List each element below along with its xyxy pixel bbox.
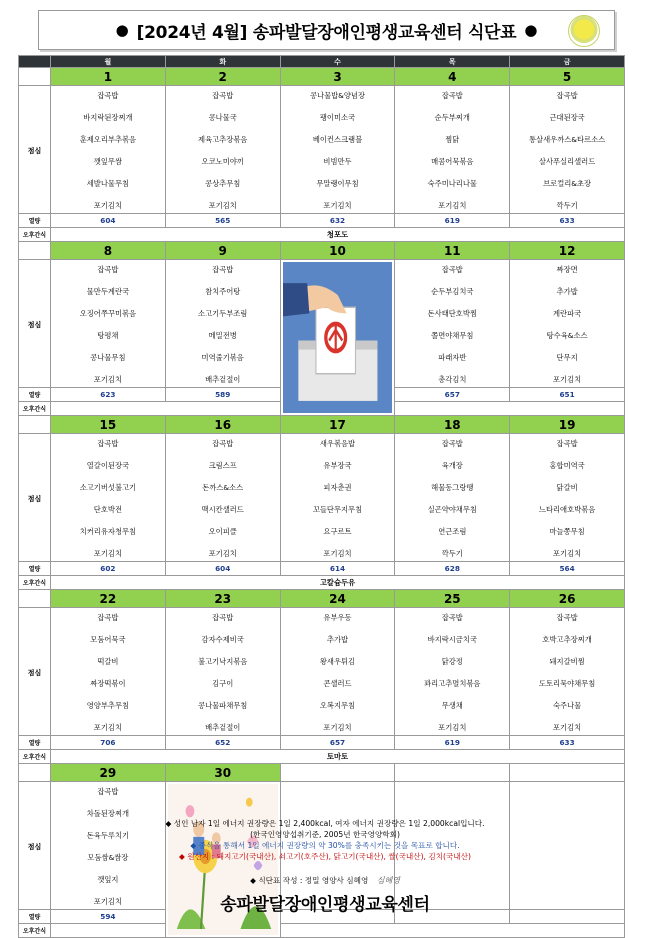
menu-item: 계란파국	[552, 308, 582, 318]
menu-item: 포기김치	[93, 548, 122, 558]
menu-item: 새우볶음밥	[319, 438, 356, 448]
calorie-row	[19, 214, 625, 228]
date-cell: 22	[51, 590, 166, 608]
menu-item: 배추겉절이	[205, 374, 241, 384]
lunch-row	[19, 86, 625, 214]
snack-empty-right	[395, 402, 625, 416]
menu-item: 포기김치	[93, 896, 122, 906]
menu-item: 느타리애호박볶음	[538, 504, 596, 514]
lunch-row	[19, 260, 625, 388]
lunch-menu-cell	[280, 608, 395, 736]
menu-item-list	[395, 613, 509, 733]
snack-empty-left	[51, 402, 281, 416]
note-energy: ◆ 성인 남자 1일 에너지 권장량은 1일 2,400kcal, 여자 에너지 권장량은 1일 2,000kcal입니다.	[165, 819, 485, 828]
calorie-value: 632	[280, 214, 395, 228]
menu-item: 포기김치	[323, 548, 352, 558]
calorie-row	[19, 736, 625, 750]
menu-item: 순두부김치국	[431, 286, 474, 296]
menu-item-list	[166, 91, 280, 211]
menu-item: 숙주나물	[552, 700, 582, 710]
snack-label: 오후간식	[19, 576, 51, 590]
title-box	[38, 10, 615, 50]
menu-item: 오코노미야끼	[201, 156, 244, 166]
lunch-label: 점심	[19, 86, 51, 214]
menu-item: 순두부찌개	[434, 112, 470, 122]
calorie-value: 594	[51, 910, 166, 924]
menu-item: 세발나물무침	[86, 178, 130, 188]
menu-item-list	[281, 91, 395, 211]
lunch-menu-cell	[395, 608, 510, 736]
menu-item: 포기김치	[208, 200, 237, 210]
menu-item: 떡갈비	[97, 656, 119, 666]
weekday-wed: 수	[280, 56, 395, 68]
menu-item: 메밀전병	[208, 330, 237, 340]
lunch-menu-cell	[165, 608, 280, 736]
menu-item: 짜장떡볶이	[90, 678, 126, 688]
calorie-value: 604	[165, 562, 280, 576]
snack-label: 오후간식	[19, 924, 51, 938]
menu-item: 짜장면	[556, 264, 578, 274]
snack-label: 오후간식	[19, 750, 51, 764]
menu-item: 잡곡밥	[556, 90, 578, 100]
menu-item: 훈제오리부추볶음	[79, 134, 137, 144]
date-cell: 10	[280, 242, 395, 260]
menu-item: 연근조림	[438, 526, 467, 536]
calorie-label: 열량	[19, 910, 51, 924]
calorie-value: 602	[51, 562, 166, 576]
date-cell: 16	[165, 416, 280, 434]
date-row	[19, 68, 625, 86]
date-cell: 18	[395, 416, 510, 434]
menu-item-list	[51, 613, 165, 733]
menu-item: 영양부추무침	[86, 700, 130, 710]
menu-item: 매콤어묵볶음	[431, 156, 474, 166]
menu-item: 탕수육&소스	[546, 330, 588, 340]
menu-item: 깻잎지	[97, 874, 119, 884]
menu-item: 참치주어탕	[205, 286, 241, 296]
lunch-menu-cell	[395, 434, 510, 562]
title-bullet-right: ●	[524, 21, 538, 39]
date-row-label	[19, 764, 51, 782]
menu-item: 찜닭	[445, 134, 460, 144]
menu-item: 잡곡밥	[97, 438, 119, 448]
calorie-value: 706	[51, 736, 166, 750]
menu-item: 포기김치	[552, 548, 582, 558]
lunch-menu-cell	[510, 260, 625, 388]
menu-item-list	[166, 439, 280, 559]
menu-item: 깻잎무쌈	[93, 156, 122, 166]
snack-row	[19, 228, 625, 242]
header-corner	[19, 56, 51, 68]
snack-row	[19, 924, 625, 938]
calorie-value: 657	[395, 388, 510, 402]
date-cell	[395, 764, 510, 782]
center-logo-icon	[568, 15, 600, 47]
lunch-label: 점심	[19, 782, 51, 910]
date-cell: 1	[51, 68, 166, 86]
menu-item: 탕평채	[97, 330, 119, 340]
date-cell	[280, 764, 395, 782]
menu-item: 감자수제비국	[201, 634, 244, 644]
weekday-header-row	[19, 56, 625, 68]
lunch-menu-cell	[280, 434, 395, 562]
menu-item: 오이피클	[208, 526, 237, 536]
menu-item: 모둠쌈&쌈장	[87, 852, 129, 862]
snack-value: 고칼슘두유	[51, 576, 625, 590]
menu-item: 잡곡밥	[441, 438, 463, 448]
menu-item: 깍두기	[441, 548, 463, 558]
date-cell: 26	[510, 590, 625, 608]
title-bullet-left: ●	[115, 21, 129, 39]
menu-item: 무말랭이무침	[316, 178, 359, 188]
calorie-value: 589	[165, 388, 280, 402]
menu-item: 포기김치	[93, 722, 122, 732]
weekday-fri: 금	[510, 56, 625, 68]
date-cell: 23	[165, 590, 280, 608]
menu-item: 돼지갈비찜	[549, 656, 585, 666]
menu-item-list	[395, 91, 509, 211]
lunch-menu-cell	[510, 86, 625, 214]
menu-item: 맥시칸샐러드	[201, 504, 244, 514]
menu-item: 물만두계란국	[86, 286, 130, 296]
snack-label: 오후간식	[19, 402, 51, 416]
weekday-tue: 화	[165, 56, 280, 68]
date-cell: 15	[51, 416, 166, 434]
menu-item: 모둠어묵국	[90, 634, 126, 644]
lunch-row	[19, 608, 625, 736]
menu-item: 홍합미역국	[549, 460, 585, 470]
calorie-label: 열량	[19, 562, 51, 576]
menu-item: 콩나물밥&양념장	[309, 90, 365, 100]
date-row-label	[19, 242, 51, 260]
menu-item: 잡곡밥	[441, 90, 463, 100]
weekday-mon: 월	[51, 56, 166, 68]
date-cell	[510, 764, 625, 782]
menu-item: 잡곡밥	[441, 612, 463, 622]
menu-item: 팽이미소국	[319, 112, 356, 122]
date-cell: 9	[165, 242, 280, 260]
notes	[0, 818, 650, 862]
signature-icon: 심혜영	[376, 876, 400, 885]
menu-item: 꽈리고추멸치볶음	[424, 678, 481, 688]
date-cell: 5	[510, 68, 625, 86]
menu-item-list	[281, 439, 395, 559]
menu-item: 오복지무침	[319, 700, 356, 710]
vote-ballot-icon	[283, 262, 393, 413]
menu-item-list	[166, 265, 280, 385]
menu-item: 포기김치	[438, 722, 467, 732]
menu-item: 추가밥	[326, 634, 349, 644]
menu-item: 유부우동	[323, 612, 352, 622]
date-row	[19, 242, 625, 260]
menu-item-list	[281, 613, 395, 733]
menu-item: 잡곡밥	[556, 612, 578, 622]
menu-item: 배추겉절이	[205, 722, 241, 732]
date-cell: 11	[395, 242, 510, 260]
calorie-value: 564	[510, 562, 625, 576]
menu-item: 쫄면야채무침	[431, 330, 474, 340]
menu-item: 베이컨스크램블	[312, 134, 363, 144]
weekday-thu: 목	[395, 56, 510, 68]
date-row	[19, 764, 625, 782]
menu-item: 열갈이된장국	[86, 460, 130, 470]
menu-item: 차돌된장찌개	[86, 808, 130, 818]
author-text: ◆ 식단표 작성 : 정밀 영양사 심혜영	[250, 876, 369, 885]
date-cell: 12	[510, 242, 625, 260]
footer-center-name: 송파발달장애인평생교육센터	[220, 895, 430, 915]
menu-item: 포기김치	[323, 722, 352, 732]
calorie-value: 604	[51, 214, 166, 228]
calorie-label: 열량	[19, 214, 51, 228]
note-source: (한국인영양섭취기준, 2005년 한국영양학회)	[250, 830, 400, 839]
lunch-menu-cell	[395, 260, 510, 388]
menu-item: 잡곡밥	[97, 90, 119, 100]
lunch-row	[19, 434, 625, 562]
menu-item: 잡곡밥	[97, 612, 119, 622]
menu-item-list	[510, 613, 624, 733]
menu-item: 유부장국	[323, 460, 352, 470]
menu-item: 미역줄기볶음	[201, 352, 244, 362]
menu-item: 추가밥	[556, 286, 578, 296]
date-cell: 2	[165, 68, 280, 86]
menu-item: 해물동그랑땡	[431, 482, 474, 492]
menu-item: 제육고추장볶음	[198, 134, 248, 144]
menu-item: 잡곡밥	[97, 264, 119, 274]
calorie-label: 열량	[19, 388, 51, 402]
menu-item: 치커리유자청무침	[79, 526, 137, 536]
menu-item: 브로컬리&초장	[543, 178, 592, 188]
menu-item: 잡곡밥	[212, 438, 234, 448]
lunch-menu-cell	[165, 86, 280, 214]
menu-item-list	[51, 91, 165, 211]
menu-item: 돈육두루치기	[86, 830, 130, 840]
menu-item-list	[395, 265, 509, 385]
menu-item: 살사푸실리샐러드	[538, 156, 596, 166]
menu-item: 근대된장국	[549, 112, 585, 122]
date-cell: 17	[280, 416, 395, 434]
menu-item: 돈까스&소스	[202, 482, 244, 492]
date-row-label	[19, 590, 51, 608]
menu-item: 파래자반	[438, 352, 467, 362]
snack-label: 오후간식	[19, 228, 51, 242]
meal-table	[18, 55, 625, 938]
snack-row	[19, 576, 625, 590]
menu-item: 콩나물무침	[90, 352, 126, 362]
lunch-menu-cell	[51, 86, 166, 214]
calorie-value: 614	[280, 562, 395, 576]
lunch-menu-cell	[510, 434, 625, 562]
calorie-value: 565	[165, 214, 280, 228]
menu-item: 무생채	[441, 700, 463, 710]
menu-item: 크림스프	[208, 460, 237, 470]
menu-item: 포기김치	[552, 374, 582, 384]
menu-item: 깍두기	[556, 200, 578, 210]
snack-value: 청포도	[51, 228, 625, 242]
lunch-label: 점심	[19, 434, 51, 562]
date-row-label	[19, 416, 51, 434]
menu-item: 콩상추무침	[205, 178, 241, 188]
author-line	[0, 875, 650, 886]
menu-item: 비빔만두	[323, 156, 352, 166]
menu-item: 바지락시금치국	[427, 634, 477, 644]
menu-item: 바지락된장찌개	[83, 112, 133, 122]
menu-item: 통살새우까스&타르소스	[529, 134, 606, 144]
note-origin: ◆ 원산지 : 돼지고기(국내산), 쇠고기(호주산), 닭고기(국내산), 쌀(국내산), 김치(국내산)	[179, 852, 471, 861]
menu-item: 오징어쭈꾸미볶음	[79, 308, 137, 318]
date-row	[19, 416, 625, 434]
date-row	[19, 590, 625, 608]
date-cell: 24	[280, 590, 395, 608]
election-day-cell	[280, 260, 395, 416]
menu-item: 콘샐러드	[323, 678, 352, 688]
menu-item-list	[51, 439, 165, 559]
menu-item: 마늘쫑무침	[549, 526, 585, 536]
lunch-menu-cell	[51, 608, 166, 736]
menu-item: 숙주미나리나물	[427, 178, 477, 188]
menu-item: 포기김치	[323, 200, 352, 210]
menu-item-list	[510, 439, 624, 559]
lunch-menu-cell	[395, 86, 510, 214]
note-goal: ◆ 중식을 통해서 1일 에너지 권장량의 약 30%를 충족시키는 것을 목표로 합니다.	[190, 841, 460, 850]
date-cell: 3	[280, 68, 395, 86]
menu-item: 포기김치	[438, 200, 467, 210]
menu-item: 콩나물파채무침	[198, 700, 248, 710]
menu-item: 김구이	[212, 678, 234, 688]
menu-item: 포기김치	[552, 722, 582, 732]
calorie-value: 623	[51, 388, 166, 402]
lunch-menu-cell	[165, 260, 280, 388]
calorie-value: 619	[395, 214, 510, 228]
calorie-label: 열량	[19, 736, 51, 750]
menu-item: 요구르트	[323, 526, 352, 536]
menu-item: 소고기버섯불고기	[79, 482, 137, 492]
menu-item: 실곤약야채무침	[427, 504, 477, 514]
date-cell: 8	[51, 242, 166, 260]
menu-item: 꼬들단무지무침	[312, 504, 363, 514]
menu-item-list	[510, 91, 624, 211]
menu-item: 단호박전	[93, 504, 122, 514]
menu-item: 잡곡밥	[212, 612, 234, 622]
menu-item: 돈사태단호박찜	[427, 308, 477, 318]
menu-item: 포기김치	[93, 200, 122, 210]
menu-item: 잡곡밥	[212, 90, 234, 100]
menu-item: 콩나물국	[208, 112, 237, 122]
snack-empty-right	[280, 924, 624, 938]
date-cell: 30	[165, 764, 280, 782]
lunch-menu-cell	[51, 434, 166, 562]
calorie-value: 619	[395, 736, 510, 750]
menu-item: 닭강정	[441, 656, 463, 666]
menu-item: 잡곡밥	[556, 438, 578, 448]
menu-item: 포기김치	[208, 548, 237, 558]
lunch-menu-cell	[165, 434, 280, 562]
menu-item: 도토리묵야채무침	[538, 678, 596, 688]
menu-item: 불고기낙지볶음	[198, 656, 248, 666]
menu-item: 잡곡밥	[97, 786, 119, 796]
lunch-menu-cell	[51, 260, 166, 388]
date-cell: 19	[510, 416, 625, 434]
menu-item: 소고기두부조림	[198, 308, 248, 318]
calorie-value: 657	[280, 736, 395, 750]
menu-item: 잡곡밥	[212, 264, 234, 274]
menu-item-list	[51, 265, 165, 385]
menu-item: 왕새우튀김	[319, 656, 356, 666]
calorie-value: 633	[510, 736, 625, 750]
menu-item: 잡곡밥	[441, 264, 463, 274]
lunch-label: 점심	[19, 608, 51, 736]
menu-item-list	[510, 265, 624, 385]
snack-empty-mon	[51, 924, 166, 938]
menu-item: 호박고추장찌개	[542, 634, 592, 644]
calorie-value: 651	[510, 388, 625, 402]
menu-item-list	[395, 439, 509, 559]
menu-item: 육개장	[441, 460, 463, 470]
snack-row	[19, 750, 625, 764]
calorie-value: 652	[165, 736, 280, 750]
calorie-row	[19, 562, 625, 576]
lunch-menu-cell	[280, 86, 395, 214]
date-cell: 25	[395, 590, 510, 608]
menu-item: 포기김치	[93, 374, 122, 384]
date-cell: 4	[395, 68, 510, 86]
lunch-label: 점심	[19, 260, 51, 388]
menu-item: 닭갈비	[556, 482, 578, 492]
menu-item: 단무지	[556, 352, 578, 362]
menu-item: 피자춘권	[323, 482, 352, 492]
lunch-menu-cell	[510, 608, 625, 736]
page-title: [2024년 4월] 송파발달장애인평생교육센터 식단표	[136, 22, 517, 43]
calorie-value: 628	[395, 562, 510, 576]
menu-item: 총각김치	[438, 374, 467, 384]
snack-value: 토마토	[51, 750, 625, 764]
calorie-value: 633	[510, 214, 625, 228]
menu-item-list	[166, 613, 280, 733]
date-row-label	[19, 68, 51, 86]
date-cell: 29	[51, 764, 166, 782]
